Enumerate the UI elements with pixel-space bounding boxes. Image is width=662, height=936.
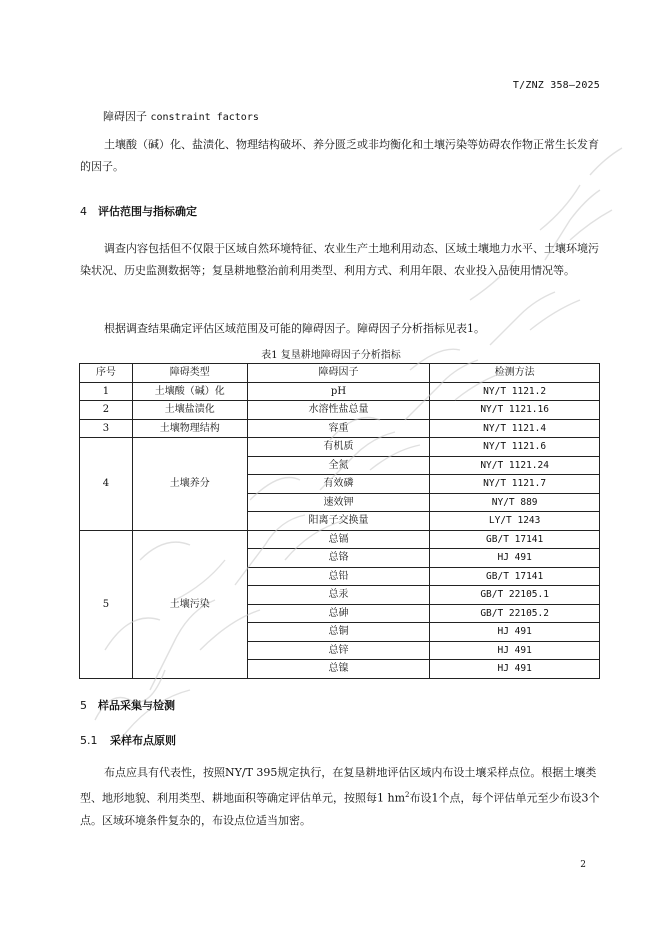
cell-factor: 总铬 bbox=[247, 549, 430, 568]
table-caption: 表1 复垦耕地障碍因子分析指标 bbox=[261, 350, 401, 361]
cell-type: 土壤污染 bbox=[132, 530, 247, 678]
cell-factor: 全氮 bbox=[247, 456, 430, 475]
section-5-heading bbox=[80, 697, 175, 713]
cell-factor: 速效钾 bbox=[247, 493, 430, 512]
table-row bbox=[80, 419, 600, 438]
cell-factor: 水溶性盐总量 bbox=[247, 401, 430, 420]
cell-factor: 总镉 bbox=[247, 530, 430, 549]
cell-method: HJ 491 bbox=[430, 641, 600, 660]
cell-method: HJ 491 bbox=[430, 549, 600, 568]
cell-no: 3 bbox=[80, 419, 133, 438]
cell-factor: 总镍 bbox=[247, 660, 430, 679]
cell-method: GB/T 22105.2 bbox=[430, 604, 600, 623]
cell-factor: 总铅 bbox=[247, 567, 430, 586]
cell-factor: 容重 bbox=[247, 419, 430, 438]
cell-no: 1 bbox=[80, 382, 133, 401]
section-4-paragraph-1: 调查内容包括但不仅限于区域自然环境特征、农业生产土地利用动态、区域土壤地力水平、土壤环境污染状况、历史监测数据等；复垦耕地整治前利用类型、利用方式、利用年限、农业投入品使用情况等。 bbox=[80, 242, 599, 277]
table-header-row bbox=[80, 364, 600, 383]
term-definition: 土壤酸（碱）化、盐渍化、物理结构破坏、养分匮乏或非均衡化和土壤污染等妨碍农作物正常生长发育的因子。 bbox=[80, 138, 599, 173]
cell-factor: 阳离子交换量 bbox=[247, 512, 430, 531]
table-row bbox=[80, 530, 600, 549]
cell-factor: 有效磷 bbox=[247, 475, 430, 494]
cell-method: LY/T 1243 bbox=[430, 512, 600, 531]
cell-no: 4 bbox=[80, 438, 133, 531]
cell-method: GB/T 22105.1 bbox=[430, 586, 600, 605]
cell-method: HJ 491 bbox=[430, 660, 600, 679]
cell-method: GB/T 17141 bbox=[430, 567, 600, 586]
cell-type: 土壤养分 bbox=[132, 438, 247, 531]
section-5-1-paragraph bbox=[80, 762, 602, 832]
paragraph-text-b: 布设1个点，每个评估单元至少布设3个点。区域环境条件复杂的，布设点位适当加密。 bbox=[80, 791, 600, 827]
term-cn: 障碍因子 bbox=[103, 110, 147, 123]
cell-factor: 有机质 bbox=[247, 438, 430, 457]
section-5-number: 5 bbox=[80, 699, 87, 712]
section-4-heading bbox=[80, 203, 197, 219]
cell-no: 5 bbox=[80, 530, 133, 678]
constraint-factor-table bbox=[79, 363, 600, 679]
doc-code-header: T/ZNZ 358—2025 bbox=[512, 80, 600, 91]
section-5-1-number: 5.1 bbox=[80, 734, 98, 747]
cell-factor: 总汞 bbox=[247, 586, 430, 605]
section-5-1-heading bbox=[80, 732, 176, 748]
cell-factor: 总铜 bbox=[247, 623, 430, 642]
header-type: 障碍类型 bbox=[132, 364, 247, 383]
cell-factor: pH bbox=[247, 382, 430, 401]
table-row bbox=[80, 438, 600, 457]
section-5-1-title: 采样布点原则 bbox=[110, 734, 176, 747]
cell-method: HJ 491 bbox=[430, 623, 600, 642]
cell-method: GB/T 17141 bbox=[430, 530, 600, 549]
cell-type: 土壤物理结构 bbox=[132, 419, 247, 438]
superscript: 2 bbox=[405, 791, 410, 799]
cell-type: 土壤盐渍化 bbox=[132, 401, 247, 420]
header-no: 序号 bbox=[80, 364, 133, 383]
page-number: 2 bbox=[580, 860, 586, 870]
cell-factor: 总锌 bbox=[247, 641, 430, 660]
cell-method: NY/T 1121.24 bbox=[430, 456, 600, 475]
term-heading bbox=[103, 108, 259, 124]
cell-factor: 总砷 bbox=[247, 604, 430, 623]
cell-method: NY/T 889 bbox=[430, 493, 600, 512]
section-4-paragraph-2: 根据调查结果确定评估区域范围及可能的障碍因子。障碍因子分析指标见表1。 bbox=[104, 322, 485, 335]
cell-no: 2 bbox=[80, 401, 133, 420]
cell-type: 土壤酸（碱）化 bbox=[132, 382, 247, 401]
section-4-title: 评估范围与指标确定 bbox=[98, 205, 197, 218]
paragraph-text-a: 布点应具有代表性，按照NY/T 395规定执行，在复垦耕地评估区域内布设土壤采样点位。根据土壤类型、地形地貌、利用类型、耕地面积等确定评估单元，按照每1 hm bbox=[80, 766, 597, 805]
cell-method: NY/T 1121.6 bbox=[430, 438, 600, 457]
cell-method: NY/T 1121.16 bbox=[430, 401, 600, 420]
cell-method: NY/T 1121.4 bbox=[430, 419, 600, 438]
cell-method: NY/T 1121.7 bbox=[430, 475, 600, 494]
table-row bbox=[80, 382, 600, 401]
header-method: 检测方法 bbox=[430, 364, 600, 383]
term-en: constraint factors bbox=[150, 112, 259, 123]
section-4-number: 4 bbox=[80, 205, 87, 218]
section-5-title: 样品采集与检测 bbox=[98, 699, 175, 712]
cell-method: NY/T 1121.2 bbox=[430, 382, 600, 401]
header-factor: 障碍因子 bbox=[247, 364, 430, 383]
table-row bbox=[80, 401, 600, 420]
